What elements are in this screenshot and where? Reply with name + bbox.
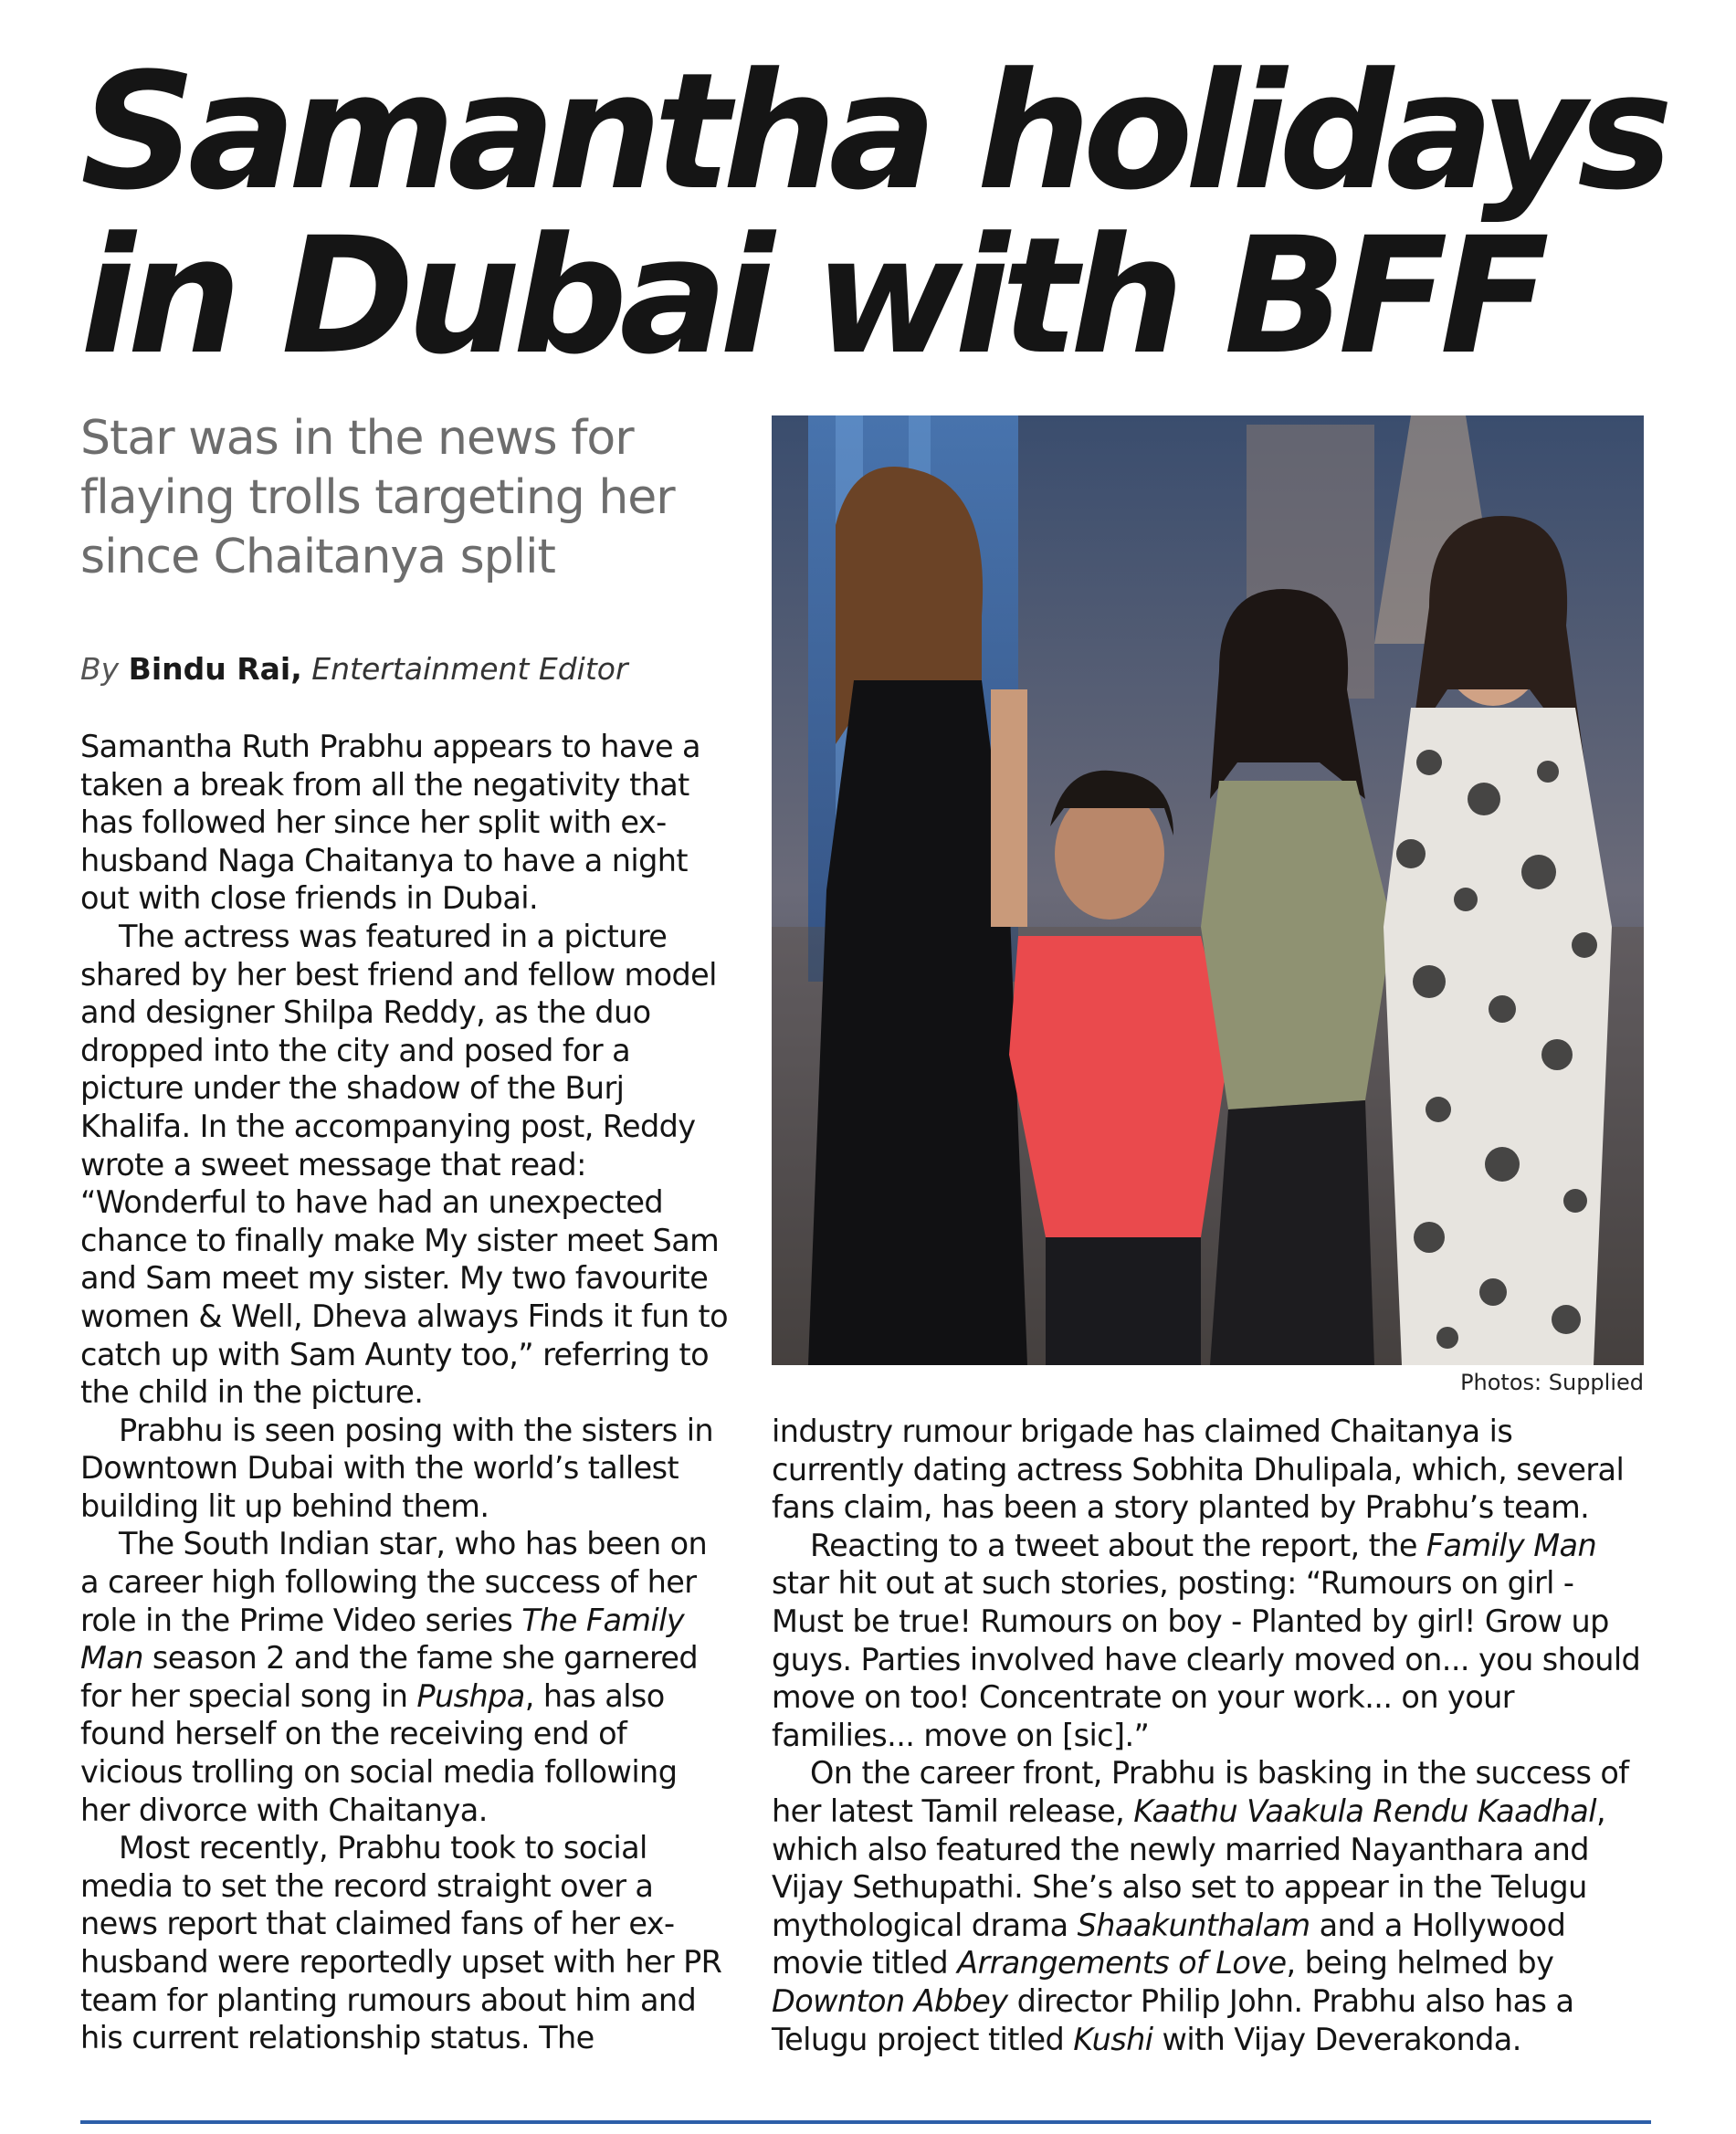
group-photo-illustration [772, 415, 1644, 1365]
byline [80, 650, 756, 689]
text-run: director Philip John. Prabhu also has a Telugu project titled [772, 1982, 1574, 2057]
text-run: with Vijay Deverakonda. [1152, 2021, 1521, 2057]
byline-by: By [80, 651, 120, 687]
text-run: , which also featured the newly married Nayanthara and Vijay Sethupathi. She’s also set to appear in the Telugu mythological drama [772, 1792, 1605, 1943]
text-run: Reacting to a tweet about the report, the [810, 1527, 1426, 1563]
paragraph: Prabhu is seen posing with the sisters in Downtown Dubai with the world’s tallest building lit up behind them. [80, 1412, 714, 1524]
article-column-2 [772, 1413, 1648, 2058]
headline-line-2: in Dubai with BFF [80, 203, 1541, 390]
text-run: , being helmed by [1286, 1945, 1554, 1982]
paragraph: industry rumour brigade has claimed Chaitanya is currently dating actress Sobhita Dhulipala, which, several fans claim, has been a story planted by Prabhu’s team. [772, 1414, 1625, 1526]
bottom-rule [80, 2120, 1651, 2124]
paragraph: The actress was featured in a picture shared by her best friend and fellow model and designer Shilpa Reddy, as the duo dropped into the city and posed for a picture under the shadow of the Burj Khalifa. In the accompanying post, Reddy wrote a sweet message that read: “Wonderful to have had an unexpected chance to finally make My sister meet Sam and Sam meet my sister. My two favourite women & Well, Dheva always Finds it fun to catch up with Sam Aunty too,” referring to the child in the picture. [80, 918, 728, 1411]
text-run: season 2 and the fame she garnered for her special song in [80, 1640, 699, 1714]
subheadline: Star was in the news for flaying trolls targeting her since Chaitanya split [80, 411, 675, 584]
text-run: The South Indian star, who has been on a career high following the success of her role in the Prime Video series [80, 1526, 708, 1638]
title-italic: Pushpa [416, 1677, 525, 1714]
paragraph [772, 1754, 1648, 2058]
title-italic: Arrangements of Love [957, 1945, 1287, 1982]
paragraph [772, 1527, 1648, 1755]
byline-author: Bindu Rai, [128, 651, 302, 687]
title-italic: Shaakunthalam [1077, 1907, 1310, 1943]
title-italic: Kaathu Vaakula Rendu Kaadhal [1133, 1792, 1596, 1829]
byline-role: Entertainment Editor [311, 651, 628, 687]
photo-credit: Photos: Supplied [1460, 1370, 1644, 1395]
title-italic: Kushi [1073, 2021, 1153, 2057]
paragraph [80, 1525, 729, 1829]
headline [80, 38, 1688, 390]
text-run: and a Hollywood movie titled [772, 1907, 1566, 1982]
text-run: star hit out at such stories, posting: “Rumours on girl - Must be true! Rumours on boy - Planted by girl! Grow up guys. Parties involved have clearly moved on... you should move on too! Concentrate on your work... on your families... move on [sic].” [772, 1565, 1641, 1753]
title-italic: Downton Abbey [772, 1982, 1008, 2019]
paragraph: Most recently, Prabhu took to social media to set the record straight over a news report that claimed fans of her ex-husband were reportedly upset with her PR team for planting rumours about him and his current relationship status. The [80, 1830, 722, 2056]
text-run: , has also found herself on the receiving end of vicious trolling on social media following her divorce with Chaitanya. [80, 1677, 678, 1828]
article-column-1 [80, 728, 729, 2057]
headline-line-1: Samantha holidays [80, 38, 1666, 226]
text-run: On the career front, Prabhu is basking in the success of her latest Tamil release, [772, 1755, 1629, 1829]
article-photo [772, 415, 1644, 1365]
title-italic: The Family Man [80, 1602, 685, 1677]
title-italic: Family Man [1426, 1527, 1597, 1563]
paragraph: Samantha Ruth Prabhu appears to have a taken a break from all the negativity that has followed her since her split with ex-husband Naga Chaitanya to have a night out with close friends in Dubai. [80, 729, 700, 917]
